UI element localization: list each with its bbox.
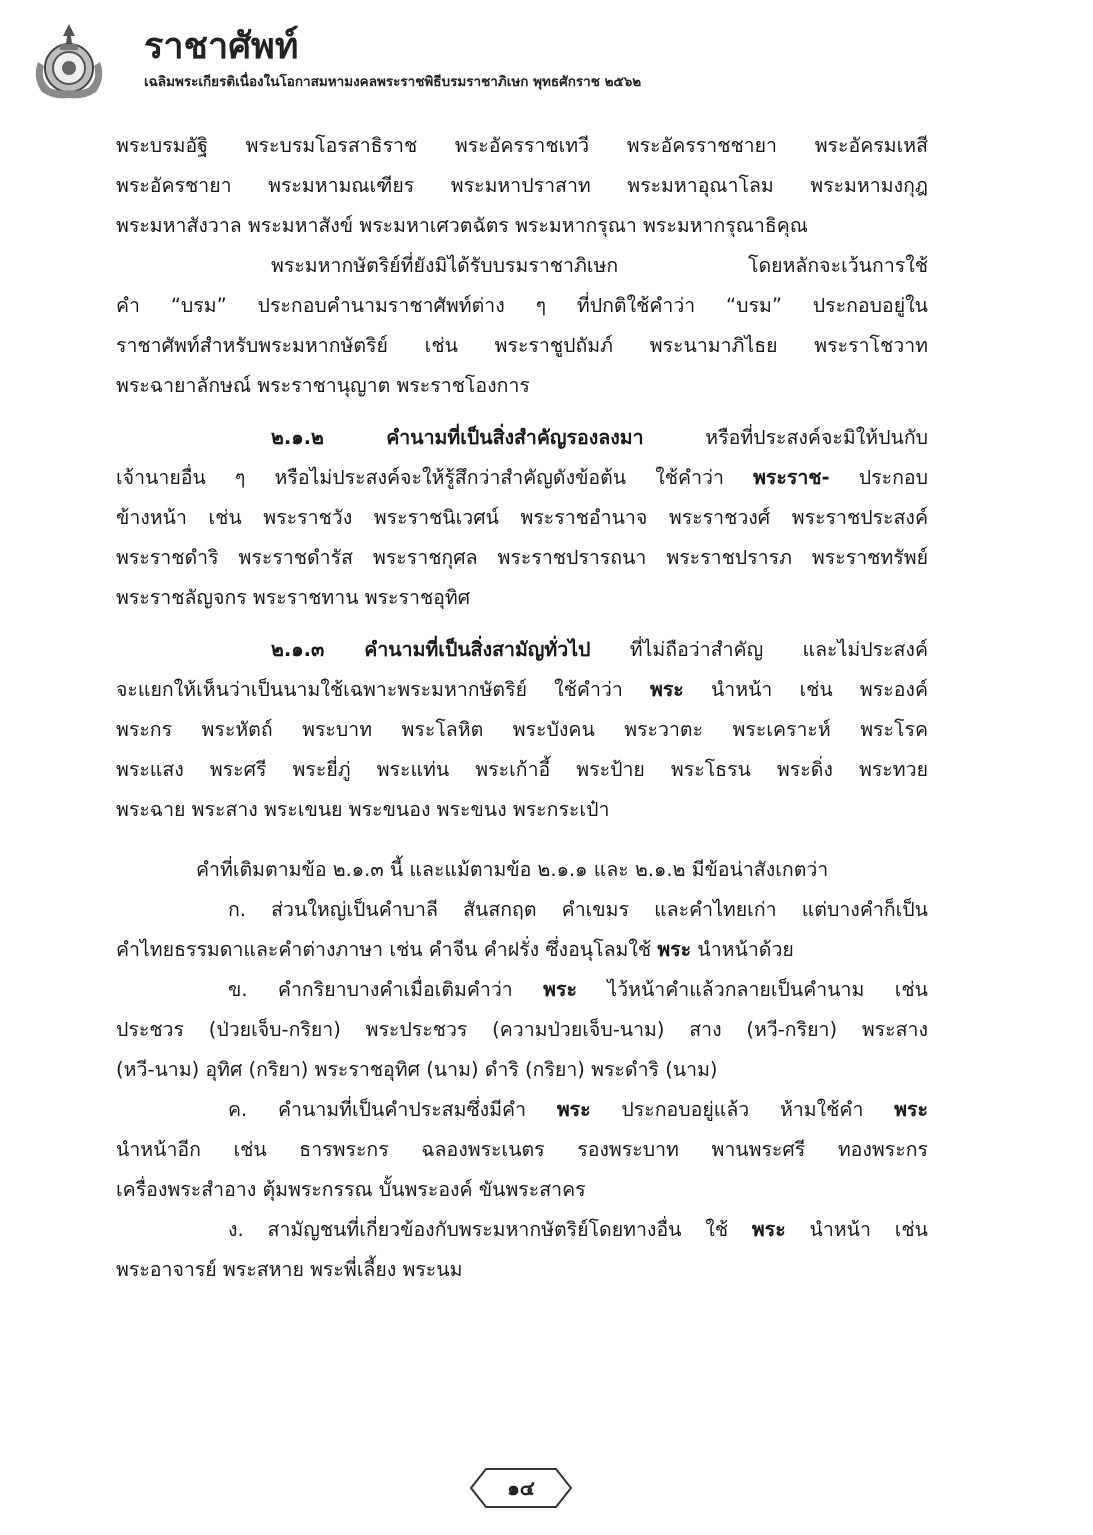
text-span: ง. สามัญชนที่เกี่ยวข้องกับพระมหากษัตริย์โดยทางอื่น ใช้ [228, 1218, 752, 1241]
page-header [28, 18, 1068, 98]
paragraph-line: พระฉาย พระสาง พระเขนย พระขนอง พระขนง พระกระเป๋า [116, 798, 610, 821]
paragraph-line: พระฉายาลักษณ์ พระราชานุญาต พระราชโองการ [116, 374, 530, 397]
document-body [116, 126, 928, 1290]
text-span: ค. คำนามที่เป็นคำประสมซึ่งมีคำ [228, 1098, 557, 1121]
paragraph-line: เครื่องพระสำอาง ตุ้มพระกรรณ บั้นพระองค์ ขันพระสาคร [116, 1178, 586, 1201]
paragraph-line: พระกร พระหัตถ์ พระบาท พระโลหิต พระบังคน พระวาตะ พระเคราะห์ พระโรค [116, 718, 928, 741]
text-span: ที่ไม่ถือว่าสำคัญ และไม่ประสงค์ [590, 638, 928, 661]
text-span: หรือที่ประสงค์จะมิให้ปนกับ [643, 426, 928, 449]
paragraph-line: พระอาจารย์ พระสหาย พระพี่เลี้ยง พระนม [116, 1258, 463, 1281]
paragraph-line: พระอัครชายา พระมหามณเฑียร พระมหาปราสาท พระมหาอุณาโลม พระมหามงกุฎ [116, 174, 928, 197]
section-heading: ๒.๑.๒ คำนามที่เป็นสิ่งสำคัญรองลงมา [271, 426, 644, 449]
text-span: ประกอบอยู่แล้ว ห้ามใช้คำ [590, 1098, 895, 1121]
paragraph-line: ข้างหน้า เช่น พระราชวัง พระราชนิเวศน์ พระราชอำนาจ พระราชวงศ์ พระราชประสงค์ [116, 506, 928, 529]
paragraph-line: คำ “บรม” ประกอบคำนามราชาศัพท์ต่าง ๆ ที่ปกติใช้คำว่า “บรม” ประกอบอยู่ใน [116, 294, 928, 317]
paragraph-line: พระราชลัญจกร พระราชทาน พระราชอุทิศ [116, 586, 471, 609]
bold-term: พระ [556, 1098, 591, 1121]
paragraph-line [116, 930, 928, 970]
bold-term: พระ [649, 678, 684, 701]
royal-emblem-icon [28, 22, 110, 104]
paragraph-line: ราชาศัพท์สำหรับพระมหากษัตริย์ เช่น พระราชูปถัมภ์ พระนามาภิไธย พระราโชวาท [116, 334, 928, 357]
paragraph-line: พระบรมอัฐิ พระบรมโอรสาธิราช พระอัครราชเทวี พระอัครราชชายา พระอัครมเหสี [116, 134, 928, 157]
text-span: นำหน้า เช่น พระองค์ [683, 678, 928, 701]
paragraph-line: นำหน้าอีก เช่น ธารพระกร ฉลองพระเนตร รองพระบาท พานพระศรี ทองพระกร [116, 1138, 928, 1161]
paragraph-line [116, 670, 928, 710]
page-title: ราชาศัพท์ [144, 25, 299, 67]
bold-term: พระ [751, 1218, 786, 1241]
text-span: จะแยกให้เห็นว่าเป็นนามใช้เฉพาะพระมหากษัตริย์ ใช้คำว่า [116, 678, 650, 701]
section-2-1-3-line [116, 630, 928, 670]
paragraph-line: พระมหาสังวาล พระมหาสังข์ พระมหาเศวตฉัตร พระมหากรุณา พระมหากรุณาธิคุณ [116, 214, 808, 237]
bold-term: พระ [657, 938, 692, 961]
note-kho [116, 970, 928, 1010]
text-span: ข. คำกริยาบางคำเมื่อเติมคำว่า [228, 978, 544, 1001]
bold-term: พระราช- [753, 466, 830, 489]
bold-term: พระ [543, 978, 577, 1001]
text-span: ไว้หน้าคำแล้วกลายเป็นคำนาม เช่น [576, 978, 928, 1001]
bold-term: พระ [894, 1098, 928, 1121]
section-2-1-2-line [116, 418, 928, 458]
text-span: นำหน้า เช่น [785, 1218, 928, 1241]
text-span: นำหน้าด้วย [691, 938, 794, 961]
paragraph-line [116, 458, 928, 498]
paragraph-line: (หวี-นาม) อุทิศ (กริยา) พระราชอุทิศ (นาม) ดำริ (กริยา) พระดำริ (นาม) [116, 1058, 718, 1081]
text-span: ประกอบ [829, 466, 928, 489]
note-ka: ก. ส่วนใหญ่เป็นคำบาลี สันสกฤต คำเขมร และคำไทยเก่า แต่บางคำก็เป็น [228, 898, 928, 921]
section-heading: ๒.๑.๓ คำนามที่เป็นสิ่งสามัญทั่วไป [271, 638, 591, 661]
paragraph-line: พระราชดำริ พระราชดำรัส พระราชกุศล พระราชปรารถนา พระราชปรารภ พระราชทรัพย์ [116, 546, 928, 569]
text-span: คำไทยธรรมดาและคำต่างภาษา เช่น คำจีน คำฝรั่ง ซึ่งอนุโลมใช้ [116, 938, 658, 961]
notes-intro: คำที่เติมตามข้อ ๒.๑.๓ นี้ และแม้ตามข้อ ๒.๑.๑ และ ๒.๑.๒ มีข้อน่าสังเกตว่า [196, 858, 829, 881]
note-kha [116, 1090, 928, 1130]
text-span: เจ้านายอื่น ๆ หรือไม่ประสงค์จะให้รู้สึกว่าสำคัญดังข้อต้น ใช้คำว่า [116, 466, 754, 489]
note-ngo [116, 1210, 928, 1250]
page-number-badge [468, 1466, 574, 1510]
page-subtitle: เฉลิมพระเกียรติเนื่องในโอกาสมหามงคลพระราชพิธีบรมราชาภิเษก พุทธศักราช ๒๕๖๒ [144, 74, 642, 90]
page-number: ๑๔ [507, 1476, 535, 1500]
paragraph-line: พระแสง พระศรี พระยี่ภู่ พระแท่น พระเก้าอี้ พระป้าย พระโธรน พระดิ่ง พระทวย [116, 758, 928, 781]
paragraph-line: ประชวร (ป่วยเจ็บ-กริยา) พระประชวร (ความป่วยเจ็บ-นาม) สาง (หวี-กริยา) พระสาง [116, 1018, 928, 1041]
paragraph-line: พระมหากษัตริย์ที่ยังมิได้รับบรมราชาภิเษก โดยหลักจะเว้นการใช้ [271, 254, 928, 277]
